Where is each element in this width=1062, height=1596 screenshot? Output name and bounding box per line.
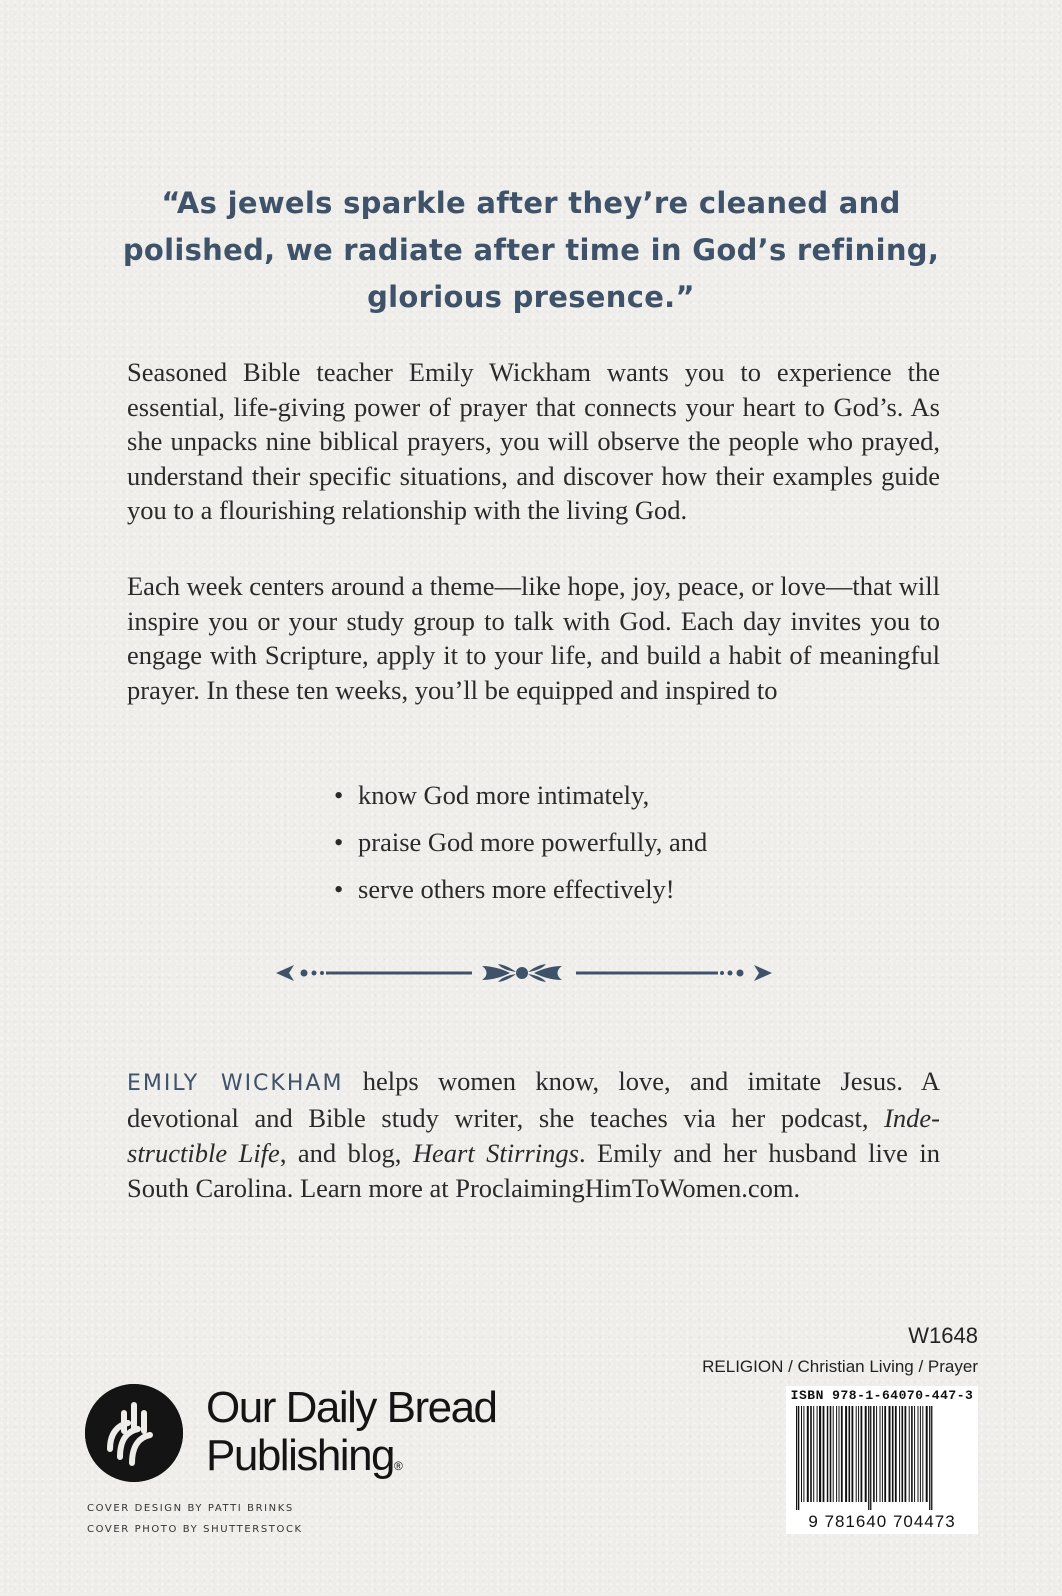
bullet-icon: •	[334, 780, 344, 810]
isbn-label: ISBN 978-1-64070-447-3	[790, 1388, 974, 1403]
description-paragraph-1: Seasoned Bible teacher Emily Wickham wants you to experience the essential, life-giving power of prayer that connects your heart to God’s. As she unpacks nine biblical prayers, you will observe the people who prayed, understand their specific situations, and discover how their examples guide you to a flourishing relationship with the living God.	[127, 357, 940, 525]
author-bio	[127, 1064, 940, 1206]
barcode-bars-icon	[794, 1406, 970, 1510]
pull-quote: “As jewels sparkle after they’re cleaned and polished, we radiate after time in God’s refining, glorious presence.”	[122, 186, 940, 314]
description-paragraph-2: Each week centers around a theme—like hope, joy, peace, or love—that will inspire you or your study group to talk with God. Each day invites you to engage with Scripture, apply it to your life, and build a habit of meaningful prayer. In these ten weeks, you’ll be equipped and inspired to	[127, 571, 940, 705]
publisher-name	[206, 1384, 497, 1490]
bio-text-2: , and blog,	[279, 1138, 413, 1168]
decorative-divider-icon	[276, 961, 776, 985]
publisher-line-2: Publishing	[206, 1431, 395, 1480]
bullet-text: know God more intimately,	[358, 780, 650, 810]
cover-photo-credit: COVER PHOTO BY SHUTTERSTOCK	[87, 1524, 303, 1535]
podcast-title: Indestructible Life	[127, 1103, 940, 1168]
publisher-line-1: Our Daily Bread	[206, 1383, 497, 1432]
product-code: W1648	[908, 1323, 978, 1348]
bullet-icon: •	[334, 874, 344, 904]
publisher-logo-icon	[84, 1383, 184, 1483]
list-item	[334, 825, 707, 872]
author-name: EMILY WICKHAM	[127, 1071, 344, 1096]
list-item	[334, 778, 707, 825]
category-label: RELIGION / Christian Living / Prayer	[702, 1357, 978, 1376]
bio-text-1: helps women know, love, and imitate Jesus. A devotional and Bible study writer, she teaches via her podcast,	[127, 1066, 940, 1133]
benefits-list	[334, 778, 707, 919]
barcode-digits: 9 781640 704473	[808, 1512, 956, 1531]
cover-design-credit: COVER DESIGN BY PATTI BRINKS	[87, 1503, 294, 1514]
list-item	[334, 872, 707, 919]
bio-text-3: . Emily and her husband live in South Carolina. Learn more at ProclaimingHimToWomen.com.	[127, 1138, 940, 1203]
isbn-barcode	[786, 1386, 978, 1534]
blog-title: Heart Stirrings	[412, 1138, 579, 1168]
bullet-icon: •	[334, 827, 344, 857]
registered-mark: ®	[394, 1459, 403, 1473]
bullet-text: serve others more effectively!	[358, 874, 675, 904]
bullet-text: praise God more powerfully, and	[358, 827, 708, 857]
